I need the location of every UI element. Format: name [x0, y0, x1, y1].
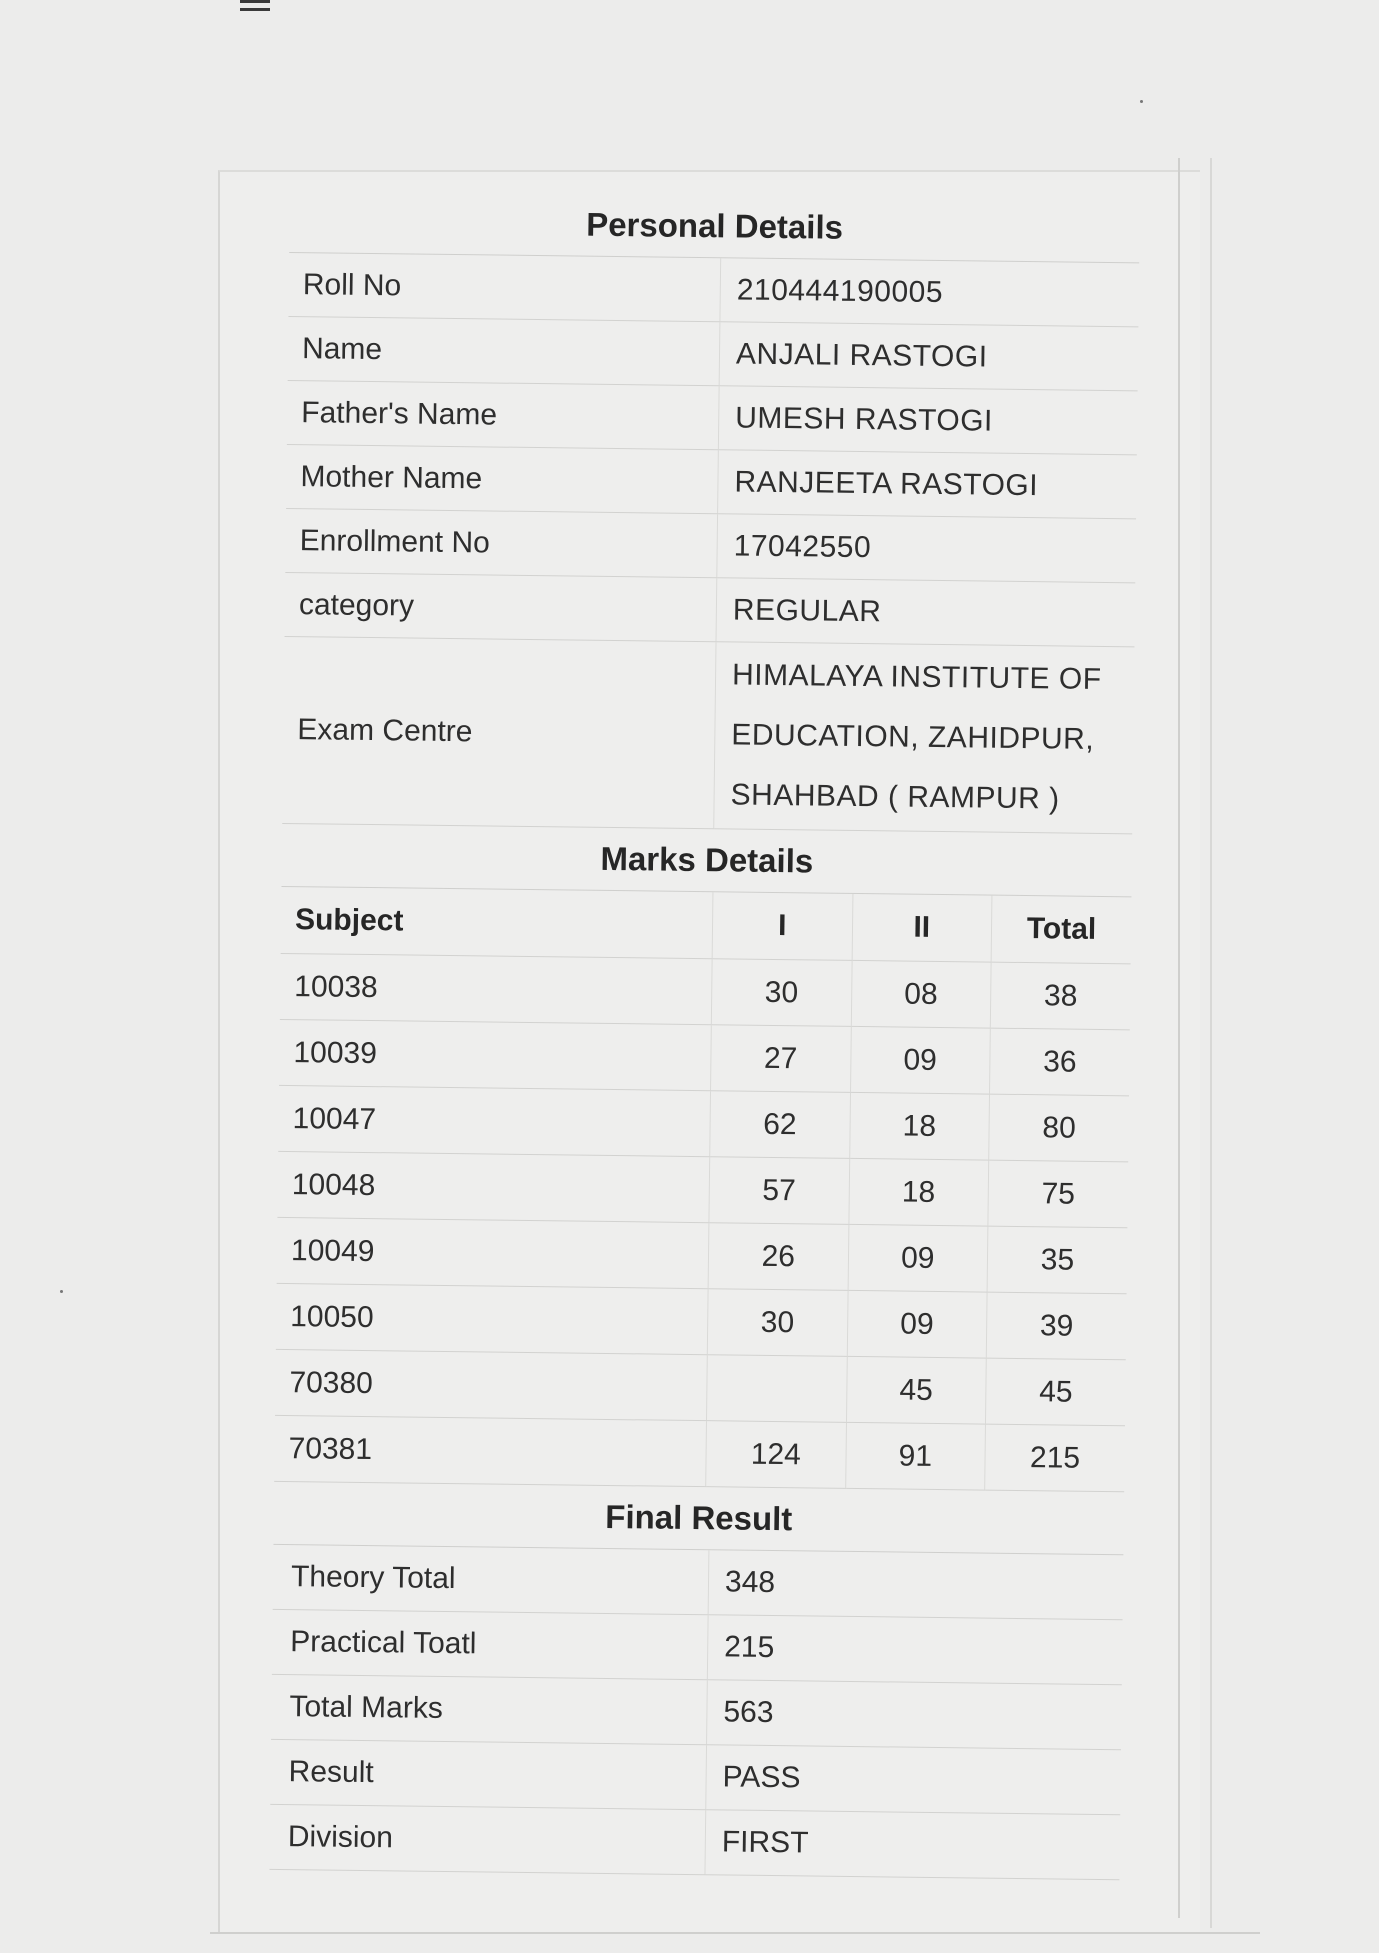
row-value: FIRST: [705, 1810, 1120, 1880]
menu-icon: [240, 0, 270, 16]
paper-2-marks: 91: [845, 1422, 985, 1490]
paper-2-marks: 18: [848, 1158, 988, 1226]
table-row: [275, 1349, 1126, 1425]
marks-details-title: Marks Details: [281, 824, 1132, 897]
subject-code: 10039: [279, 1019, 711, 1090]
subject-code: 70380: [275, 1349, 707, 1420]
exam-centre-value: [714, 642, 1135, 834]
total-marks: 38: [990, 962, 1130, 1030]
personal-details-title: Personal Details: [289, 190, 1140, 263]
row-label: Name: [288, 316, 720, 385]
personal-details-table: [282, 253, 1139, 834]
personal-row: [288, 253, 1139, 327]
row-value: PASS: [706, 1745, 1121, 1815]
row-value: 348: [708, 1550, 1123, 1620]
row-label: Roll No: [288, 253, 720, 322]
personal-row: [286, 444, 1137, 518]
paper-2-marks: 09: [848, 1224, 988, 1292]
exam-centre-line: EDUCATION, ZAHIDPUR,: [731, 718, 1095, 756]
final-result-title: Final Result: [273, 1482, 1124, 1555]
final-row: [271, 1674, 1122, 1749]
row-label: Exam Centre: [282, 636, 716, 828]
table-row: [279, 1019, 1130, 1095]
exam-centre-line: SHAHBAD ( RAMPUR ): [730, 778, 1060, 816]
row-label: Total Marks: [271, 1674, 707, 1744]
row-value: REGULAR: [716, 578, 1135, 647]
row-label: Enrollment No: [285, 508, 717, 577]
page-edge: [210, 1932, 1260, 1934]
personal-row: [285, 508, 1136, 582]
row-value: UMESH RASTOGI: [718, 386, 1137, 455]
total-marks: 36: [990, 1028, 1130, 1096]
table-row: [276, 1283, 1127, 1359]
subject-code: 10050: [276, 1283, 708, 1354]
personal-row: [285, 572, 1136, 646]
scan-speck: [1140, 100, 1143, 103]
table-row: [277, 1217, 1128, 1293]
header-paper-1: I: [712, 892, 852, 960]
row-value: 210444190005: [720, 258, 1139, 327]
paper-2-marks: 08: [851, 960, 991, 1028]
table-row: [274, 1415, 1125, 1491]
total-marks: 39: [986, 1292, 1126, 1360]
header-total: Total: [991, 896, 1131, 964]
paper-2-marks: 09: [850, 1026, 990, 1094]
row-label: Practical Toatl: [272, 1609, 708, 1679]
paper-1-marks: 62: [710, 1091, 850, 1159]
paper-1-marks: 30: [711, 959, 851, 1027]
table-row: [280, 953, 1131, 1029]
row-label: Result: [270, 1739, 706, 1809]
paper-2-marks: 18: [849, 1092, 989, 1160]
row-label: Father's Name: [287, 380, 719, 449]
row-value: RANJEETA RASTOGI: [718, 450, 1137, 519]
marks-table: [274, 887, 1131, 1492]
paper-1-marks: 124: [706, 1421, 846, 1489]
row-label: Mother Name: [286, 444, 718, 513]
row-value: 563: [707, 1680, 1122, 1750]
paper-1-marks: 27: [711, 1025, 851, 1093]
paper-1-marks: [706, 1355, 846, 1423]
final-row: [272, 1609, 1123, 1684]
page-edge: [1178, 158, 1180, 1918]
scan-speck: [60, 1290, 63, 1293]
row-label: Division: [269, 1804, 705, 1874]
row-value: 215: [707, 1615, 1122, 1685]
final-result-table: [269, 1545, 1123, 1880]
result-sheet: [269, 190, 1139, 1880]
table-row: [277, 1151, 1128, 1227]
personal-row: [288, 316, 1139, 390]
paper-2-marks: 45: [846, 1356, 986, 1424]
table-row: [278, 1085, 1129, 1161]
paper-1-marks: 30: [707, 1289, 847, 1357]
exam-centre-row: [282, 636, 1134, 833]
total-marks: 75: [988, 1160, 1128, 1228]
subject-code: 10049: [277, 1217, 709, 1288]
subject-code: 10048: [277, 1151, 709, 1222]
row-label: Theory Total: [273, 1545, 709, 1615]
paper-2-marks: 09: [847, 1290, 987, 1358]
total-marks: 35: [987, 1226, 1127, 1294]
subject-code: 10047: [278, 1085, 710, 1156]
subject-code: 70381: [274, 1415, 706, 1486]
total-marks: 215: [985, 1424, 1125, 1492]
paper-1-marks: 57: [709, 1157, 849, 1225]
page-edge: [1210, 158, 1212, 1928]
total-marks: 80: [989, 1094, 1129, 1162]
paper-1-marks: 26: [708, 1223, 848, 1291]
row-value: 17042550: [717, 514, 1136, 583]
row-label: category: [285, 572, 717, 641]
exam-centre-line: HIMALAYA INSTITUTE OF: [731, 658, 1102, 696]
personal-row: [287, 380, 1138, 454]
header-subject: Subject: [281, 887, 713, 959]
final-row: [270, 1739, 1121, 1814]
final-row: [273, 1545, 1124, 1620]
marks-header-row: [281, 887, 1132, 964]
total-marks: 45: [985, 1358, 1125, 1426]
row-value: ANJALI RASTOGI: [719, 322, 1138, 391]
final-row: [269, 1804, 1120, 1879]
subject-code: 10038: [280, 953, 712, 1024]
header-paper-2: II: [852, 894, 992, 962]
